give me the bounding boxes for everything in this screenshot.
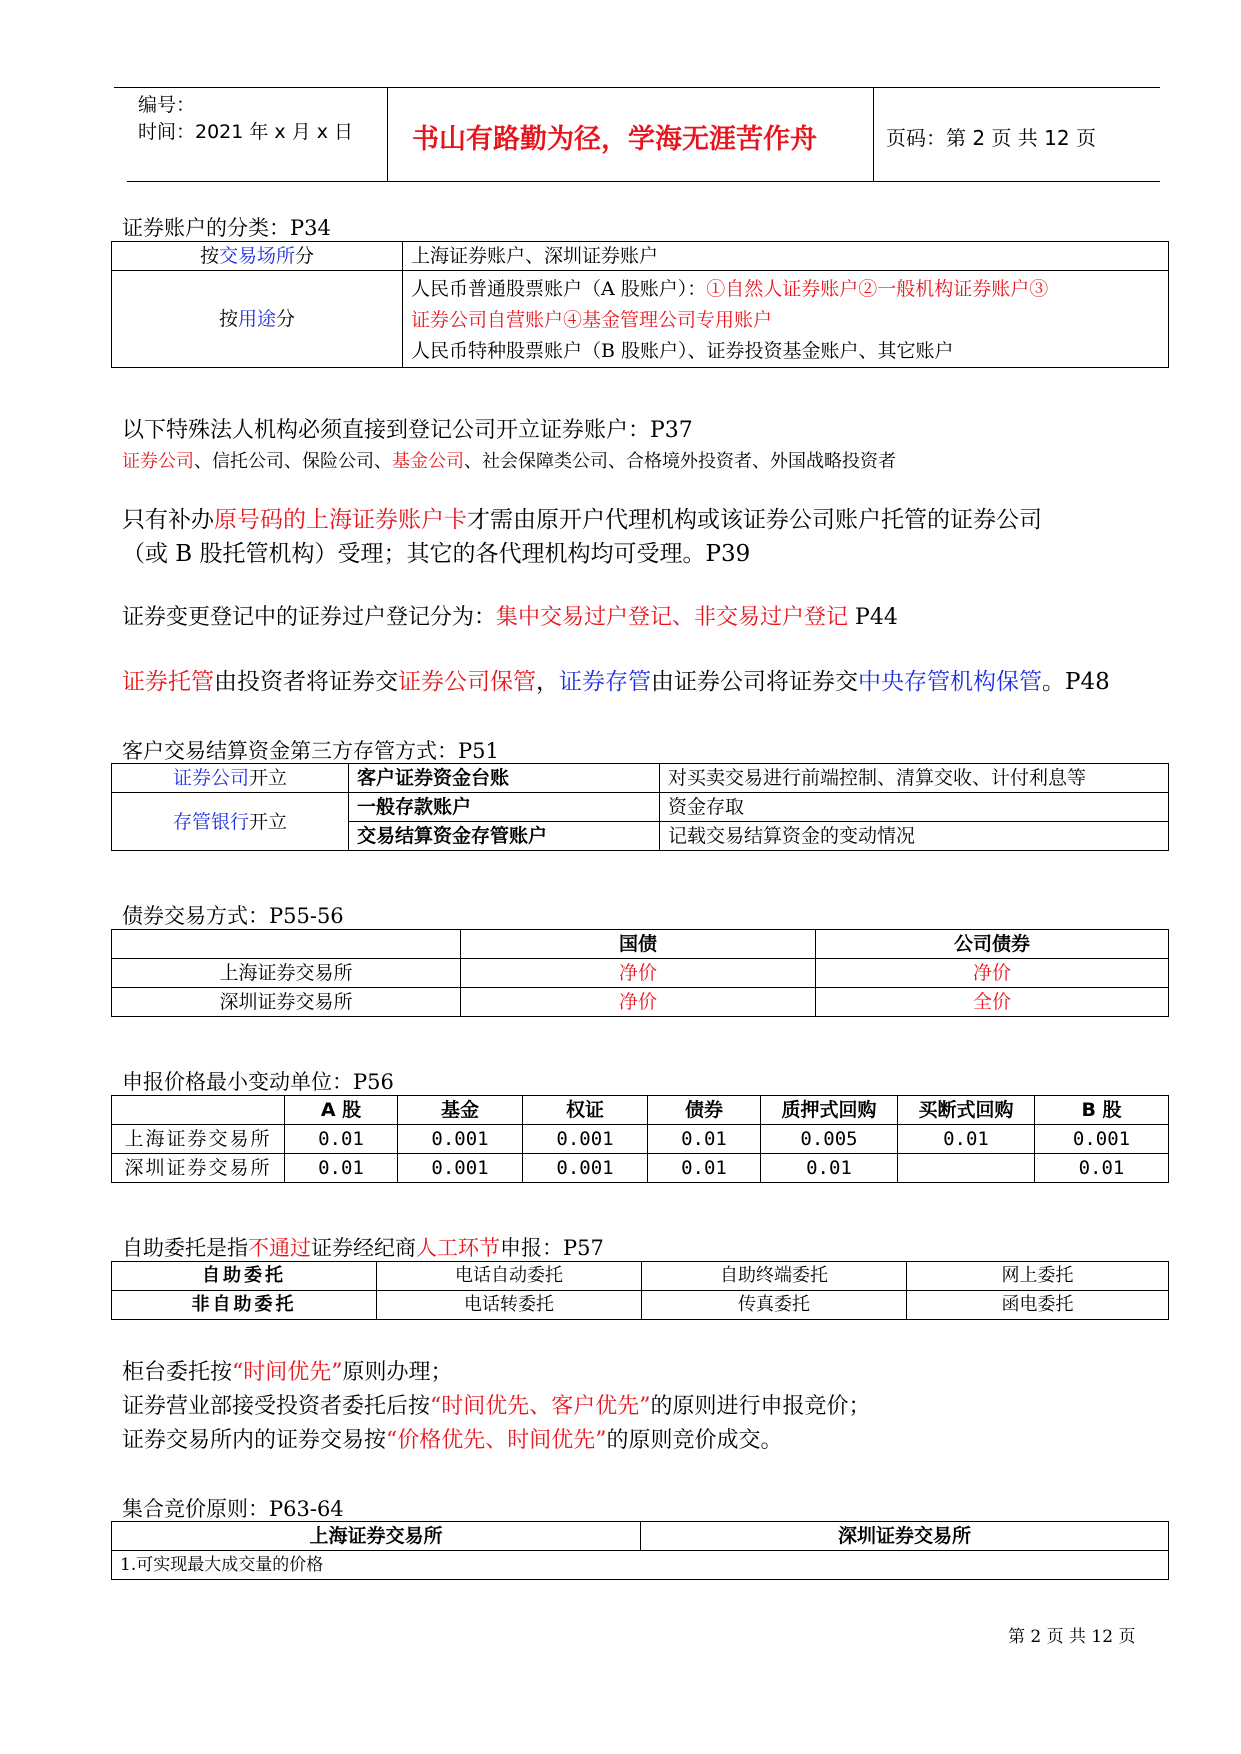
para-text-red: “价格优先、时间优先” xyxy=(386,1428,607,1453)
cell-text-highlight: 用途 xyxy=(237,308,276,330)
third-party-custody-table xyxy=(111,763,1169,851)
table-cell: 全价 xyxy=(816,988,1169,1017)
header-motto: 书山有路勤为径，学海无涯苦作舟 xyxy=(412,124,817,155)
para-text: 证券变更登记中的证券过户登记分为： xyxy=(122,605,497,630)
para-text-blue: 中央存管机构保管 xyxy=(858,669,1042,695)
table-header-cell: 买断式回购 xyxy=(898,1096,1035,1125)
title-text-red: 不通过 xyxy=(248,1236,311,1260)
table-cell: 净价 xyxy=(816,959,1169,988)
cell-text-red: ①自然人证券账户②一般机构证券账户③ xyxy=(706,277,1049,300)
table-cell: 0.01 xyxy=(648,1125,761,1154)
table-row xyxy=(112,1154,1169,1183)
counter-order-line2 xyxy=(122,1390,871,1424)
table-cell: 非自助委托 xyxy=(112,1291,377,1320)
call-auction-table xyxy=(111,1521,1169,1580)
table-header-cell: B 股 xyxy=(1035,1096,1169,1125)
table-row xyxy=(112,1262,1169,1291)
table-row xyxy=(112,1551,1169,1580)
table-cell: 0.001 xyxy=(398,1125,523,1154)
table-cell: 上海证券交易所 xyxy=(112,959,461,988)
section-third-party-custody-title: 客户交易结算资金第三方存管方式：P51 xyxy=(122,739,499,763)
para-text-red: “时间优先” xyxy=(232,1360,343,1385)
table-header-cell: 债券 xyxy=(648,1096,761,1125)
para-text-blue: 证券存管 xyxy=(559,669,651,695)
counter-order-line1 xyxy=(122,1356,453,1390)
para-text: 的原则竞价成交。 xyxy=(606,1428,783,1453)
title-text-red: 人工环节 xyxy=(416,1236,500,1260)
cell-text: 分 xyxy=(276,308,296,330)
table-header-cell: 质押式回购 xyxy=(761,1096,898,1125)
cell-line: 人民币特种股票账户（B 股账户）、证券投资基金账户、其它账户 xyxy=(411,339,954,362)
list-item: 、信托公司、保险公司、 xyxy=(194,451,392,472)
para-text-red: 证券公司保管 xyxy=(398,669,536,695)
bond-trading-table xyxy=(111,929,1169,1017)
title-text: 自助委托是指 xyxy=(122,1236,248,1260)
header-time: 时间：2021 年 x 月 x 日 xyxy=(138,121,354,143)
table-cell: 0.001 xyxy=(398,1154,523,1183)
table-row xyxy=(112,793,1169,822)
table-header-cell: 权证 xyxy=(523,1096,648,1125)
section-account-classification-title: 证券账户的分类：P34 xyxy=(122,216,331,240)
table-cell: 0.001 xyxy=(1035,1125,1169,1154)
table-row xyxy=(112,959,1169,988)
table-cell xyxy=(112,242,403,271)
para-text: P44 xyxy=(848,605,898,630)
table-header-cell xyxy=(112,1096,285,1125)
list-item-red: 证券公司 xyxy=(122,451,194,472)
table-cell: 客户证券资金台账 xyxy=(349,764,660,793)
para-text-red: 集中交易过户登记、非交易过户登记 xyxy=(496,605,849,630)
table-row xyxy=(112,1291,1169,1320)
para-text: ， xyxy=(536,669,559,695)
para-text-red: “时间优先、客户优先” xyxy=(430,1394,651,1419)
table-cell: 电话转委托 xyxy=(377,1291,642,1320)
table-cell: 0.001 xyxy=(523,1154,648,1183)
table-cell xyxy=(403,271,1169,368)
table-row xyxy=(112,242,1169,271)
table-header-cell: 基金 xyxy=(398,1096,523,1125)
header-top-rule xyxy=(114,87,1160,88)
table-cell: 函电委托 xyxy=(907,1291,1169,1320)
table-cell: 网上委托 xyxy=(907,1262,1169,1291)
cell-text: 按 xyxy=(218,308,238,330)
table-header-row xyxy=(112,1096,1169,1125)
price-tick-table xyxy=(111,1095,1169,1183)
para-text-red: 证券托管 xyxy=(122,669,214,695)
table-cell: 深圳证券交易所 xyxy=(112,1154,285,1183)
para-text: 原则办理； xyxy=(342,1360,453,1385)
custody-paragraph xyxy=(122,665,1110,699)
para-text: 柜台委托按 xyxy=(122,1360,233,1385)
table-header-row xyxy=(112,1522,1169,1551)
cell-text: 开立 xyxy=(249,810,288,833)
table-cell: 对买卖交易进行前端控制、清算交收、计付利息等 xyxy=(660,764,1169,793)
header-number-label: 编号： xyxy=(138,94,196,116)
table-cell: 0.01 xyxy=(648,1154,761,1183)
section-bond-trading-title: 债券交易方式：P55-56 xyxy=(122,904,344,928)
table-cell: 深圳证券交易所 xyxy=(112,988,461,1017)
cell-text: 开立 xyxy=(249,767,288,789)
table-cell: 记载交易结算资金的变动情况 xyxy=(660,822,1169,851)
table-cell: 0.01 xyxy=(1035,1154,1169,1183)
cell-text-blue: 存管银行 xyxy=(172,810,249,833)
header-divider-left xyxy=(387,87,388,181)
table-row xyxy=(112,988,1169,1017)
table-header-cell: 国债 xyxy=(461,930,816,959)
table-cell: 上海证券账户、深圳证券账户 xyxy=(403,242,1169,271)
title-text: 证券经纪商 xyxy=(311,1236,416,1260)
cell-line xyxy=(411,274,1162,305)
table-cell: 自助终端委托 xyxy=(642,1262,907,1291)
para-text: 才需由原开户代理机构或该证券公司账户托管的证券公司 xyxy=(467,507,1042,533)
special-institutions-list xyxy=(122,447,896,473)
para-text: 的原则进行申报竞价； xyxy=(650,1394,871,1419)
table-cell xyxy=(112,793,349,851)
para-text: 。P48 xyxy=(1042,669,1110,695)
title-text: 申报：P57 xyxy=(500,1236,604,1260)
table-header-cell: 上海证券交易所 xyxy=(112,1522,641,1551)
para-text: 证券交易所内的证券交易按 xyxy=(122,1428,387,1453)
table-row xyxy=(112,1125,1169,1154)
table-cell: 自助委托 xyxy=(112,1262,377,1291)
table-cell: 0.01 xyxy=(761,1154,898,1183)
cell-line: 证券公司自营账户④基金管理公司专用账户 xyxy=(411,308,773,331)
list-item: 、社会保障类公司、合格境外投资者、外国战略投资者 xyxy=(464,451,896,472)
table-cell xyxy=(898,1154,1035,1183)
reissue-paragraph-line2: （或 B 股托管机构）受理；其它的各代理机构均可受理。P39 xyxy=(122,541,751,567)
table-header-cell: 深圳证券交易所 xyxy=(641,1522,1169,1551)
table-cell: 交易结算资金存管账户 xyxy=(349,822,660,851)
table-cell: 0.005 xyxy=(761,1125,898,1154)
table-cell: 1.可实现最大成交量的价格 xyxy=(112,1551,1169,1580)
section-special-institutions-title: 以下特殊法人机构必须直接到登记公司开立证券账户：P37 xyxy=(122,418,693,443)
section-call-auction-title: 集合竞价原则：P63-64 xyxy=(122,1497,344,1521)
para-text: 由证券公司将证券交 xyxy=(651,669,858,695)
table-header-cell xyxy=(112,930,461,959)
account-classification-table xyxy=(111,241,1169,368)
header-bottom-rule xyxy=(127,181,1160,182)
para-text: 由投资者将证券交 xyxy=(214,669,398,695)
table-row xyxy=(112,764,1169,793)
table-cell: 资金存取 xyxy=(660,793,1169,822)
cell-text: 按 xyxy=(199,245,219,267)
para-text-red: 原号码的上海证券账户卡 xyxy=(214,507,467,533)
table-cell xyxy=(112,271,403,368)
table-header-cell: A 股 xyxy=(285,1096,398,1125)
para-text: 只有补办 xyxy=(122,507,214,533)
list-item-red: 基金公司 xyxy=(392,451,464,472)
header-divider-right xyxy=(873,87,874,181)
table-header-row xyxy=(112,930,1169,959)
table-cell: 0.01 xyxy=(285,1125,398,1154)
table-row xyxy=(112,271,1169,368)
reissue-paragraph-line1 xyxy=(122,503,1042,537)
para-text: 证券营业部接受投资者委托后按 xyxy=(122,1394,431,1419)
table-cell: 净价 xyxy=(461,988,816,1017)
cell-text: 人民币普通股票账户（A 股账户）： xyxy=(411,277,707,300)
section-self-service-title xyxy=(122,1232,604,1262)
counter-order-line3 xyxy=(122,1424,783,1458)
table-cell: 0.01 xyxy=(898,1125,1035,1154)
table-cell: 0.01 xyxy=(285,1154,398,1183)
page-footer: 第 2 页 共 12 页 xyxy=(1008,1627,1136,1647)
table-cell: 净价 xyxy=(461,959,816,988)
transfer-registration-paragraph xyxy=(122,601,898,635)
table-cell: 传真委托 xyxy=(642,1291,907,1320)
cell-text-blue: 证券公司 xyxy=(172,767,249,789)
cell-text: 分 xyxy=(295,245,315,267)
table-cell: 0.001 xyxy=(523,1125,648,1154)
table-cell: 上海证券交易所 xyxy=(112,1125,285,1154)
section-price-tick-title: 申报价格最小变动单位：P56 xyxy=(122,1070,394,1094)
table-cell xyxy=(112,764,349,793)
header-page-code: 页码：第 2 页 共 12 页 xyxy=(886,126,1096,150)
table-header-cell: 公司债券 xyxy=(816,930,1169,959)
table-cell: 一般存款账户 xyxy=(349,793,660,822)
self-service-table xyxy=(111,1261,1169,1320)
table-cell: 电话自动委托 xyxy=(377,1262,642,1291)
cell-text-highlight: 交易场所 xyxy=(218,245,295,267)
